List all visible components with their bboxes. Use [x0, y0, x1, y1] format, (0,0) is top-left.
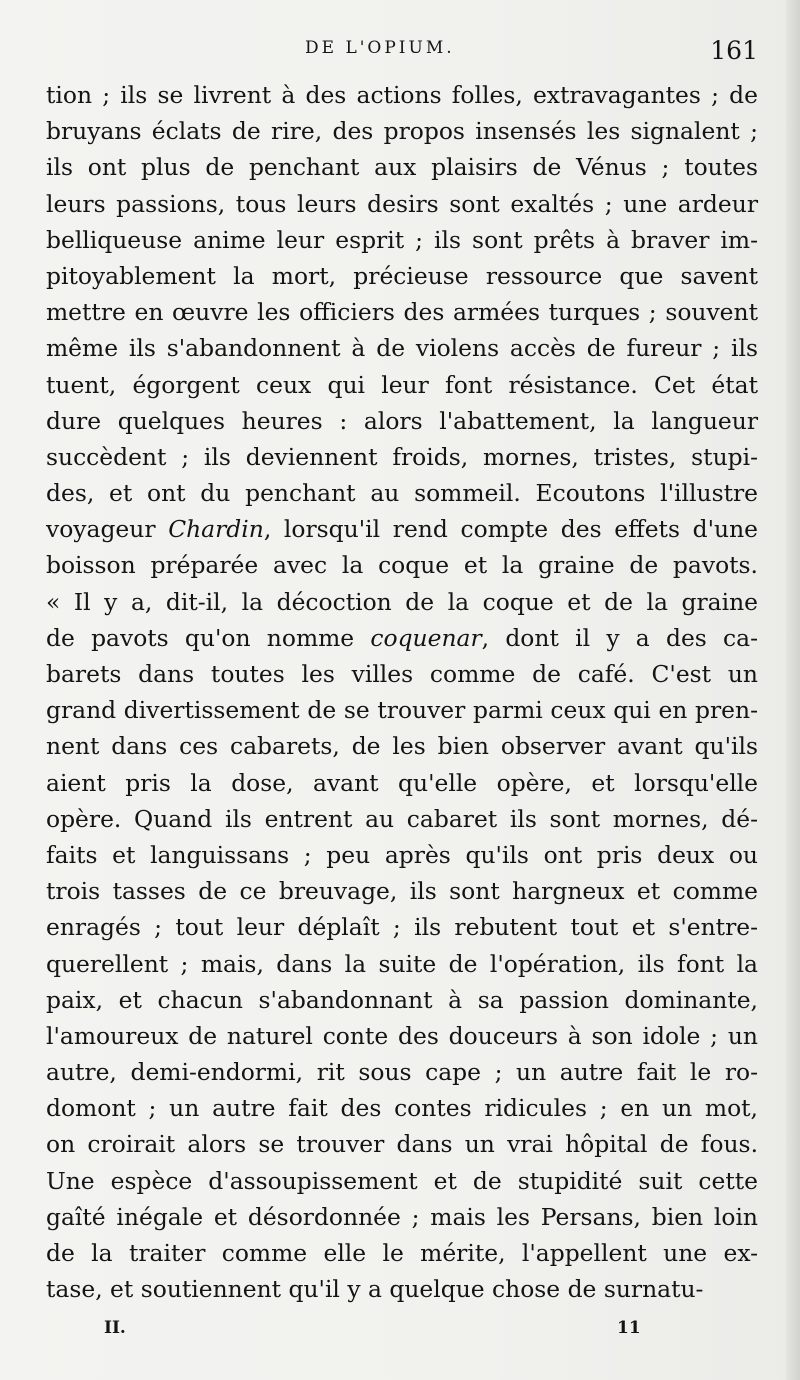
text-line: pitoyablement la mort, précieuse ressource que savent — [46, 261, 758, 290]
text-line: belliqueuse anime leur esprit ; ils sont prêts à braver im- — [46, 225, 758, 254]
text-line: succèdent ; ils deviennent froids, mornes, tristes, stupi- — [46, 442, 758, 471]
text-line: leurs passions, tous leurs desirs sont exaltés ; une ardeur — [46, 189, 758, 218]
page-number: 161 — [710, 36, 758, 65]
text-line: nent dans ces cabarets, de les bien observer avant qu'ils — [46, 732, 758, 761]
text-line: gaîté inégale et désordonnée ; mais les Persans, bien loin — [46, 1202, 758, 1231]
signature-mark-left: II. — [104, 1318, 126, 1338]
body-text — [46, 77, 758, 1307]
text-line: de pavots qu'on nomme coquenar, dont il y a des ca- — [46, 623, 758, 652]
text-line: tion ; ils se livrent à des actions folles, extravagantes ; de — [46, 81, 758, 109]
text-line: l'amoureux de naturel conte des douceurs à son idole ; un — [46, 1021, 758, 1050]
text-line: de la traiter comme elle le mérite, l'appellent une ex- — [46, 1239, 758, 1267]
text-line: voyageur Chardin, lorsqu'il rend compte des effets d'une — [46, 515, 758, 544]
text-line: trois tasses de ce breuvage, ils sont hargneux et comme — [46, 877, 758, 906]
running-head — [0, 38, 800, 68]
text-line: querellent ; mais, dans la suite de l'opération, ils font la — [46, 949, 758, 978]
running-title: DE L'OPIUM. — [305, 38, 455, 58]
page-edge-shadow — [786, 0, 800, 1380]
text-line: bruyans éclats de rire, des propos insensés les signalent ; — [46, 117, 758, 146]
text-line: tase, et soutiennent qu'il y a quelque chose de surnatu- — [46, 1275, 704, 1304]
text-line: tuent, égorgent ceux qui leur font résistance. Cet état — [46, 370, 758, 399]
text-line: mettre en œuvre les officiers des armées turques ; souvent — [46, 298, 758, 327]
text-line: on croirait alors se trouver dans un vrai hôpital de fous. — [46, 1130, 758, 1159]
text-line: barets dans toutes les villes comme de café. C'est un — [46, 660, 758, 688]
text-line: aient pris la dose, avant qu'elle opère, et lorsqu'elle — [46, 768, 758, 797]
text-line: ils ont plus de penchant aux plaisirs de Vénus ; toutes — [46, 153, 758, 182]
text-line: opère. Quand ils entrent au cabaret ils sont mornes, dé- — [46, 804, 758, 833]
text-line: paix, et chacun s'abandonnant à sa passion dominante, — [46, 985, 758, 1014]
text-line: faits et languissans ; peu après qu'ils ont pris deux ou — [46, 840, 758, 869]
page-footer — [0, 1318, 800, 1348]
text-line: autre, demi-endormi, rit sous cape ; un autre fait le ro- — [46, 1058, 758, 1087]
text-line: grand divertissement de se trouver parmi ceux qui en pren- — [46, 696, 758, 725]
signature-mark-right: 11 — [617, 1318, 641, 1338]
text-line: boisson préparée avec la coque et la graine de pavots. — [46, 551, 758, 580]
text-line: « Il y a, dit-il, la décoction de la coque et de la graine — [46, 587, 758, 616]
text-line: Une espèce d'assoupissement et de stupidité suit cette — [46, 1166, 758, 1195]
text-line: enragés ; tout leur déplaît ; ils rebutent tout et s'entre- — [46, 913, 758, 942]
text-line: même ils s'abandonnent à de violens accès de fureur ; ils — [46, 334, 758, 363]
text-line: des, et ont du penchant au sommeil. Ecoutons l'illustre — [46, 479, 758, 508]
text-line: dure quelques heures : alors l'abattement, la langueur — [46, 406, 758, 435]
text-line: domont ; un autre fait des contes ridicules ; en un mot, — [46, 1094, 758, 1123]
